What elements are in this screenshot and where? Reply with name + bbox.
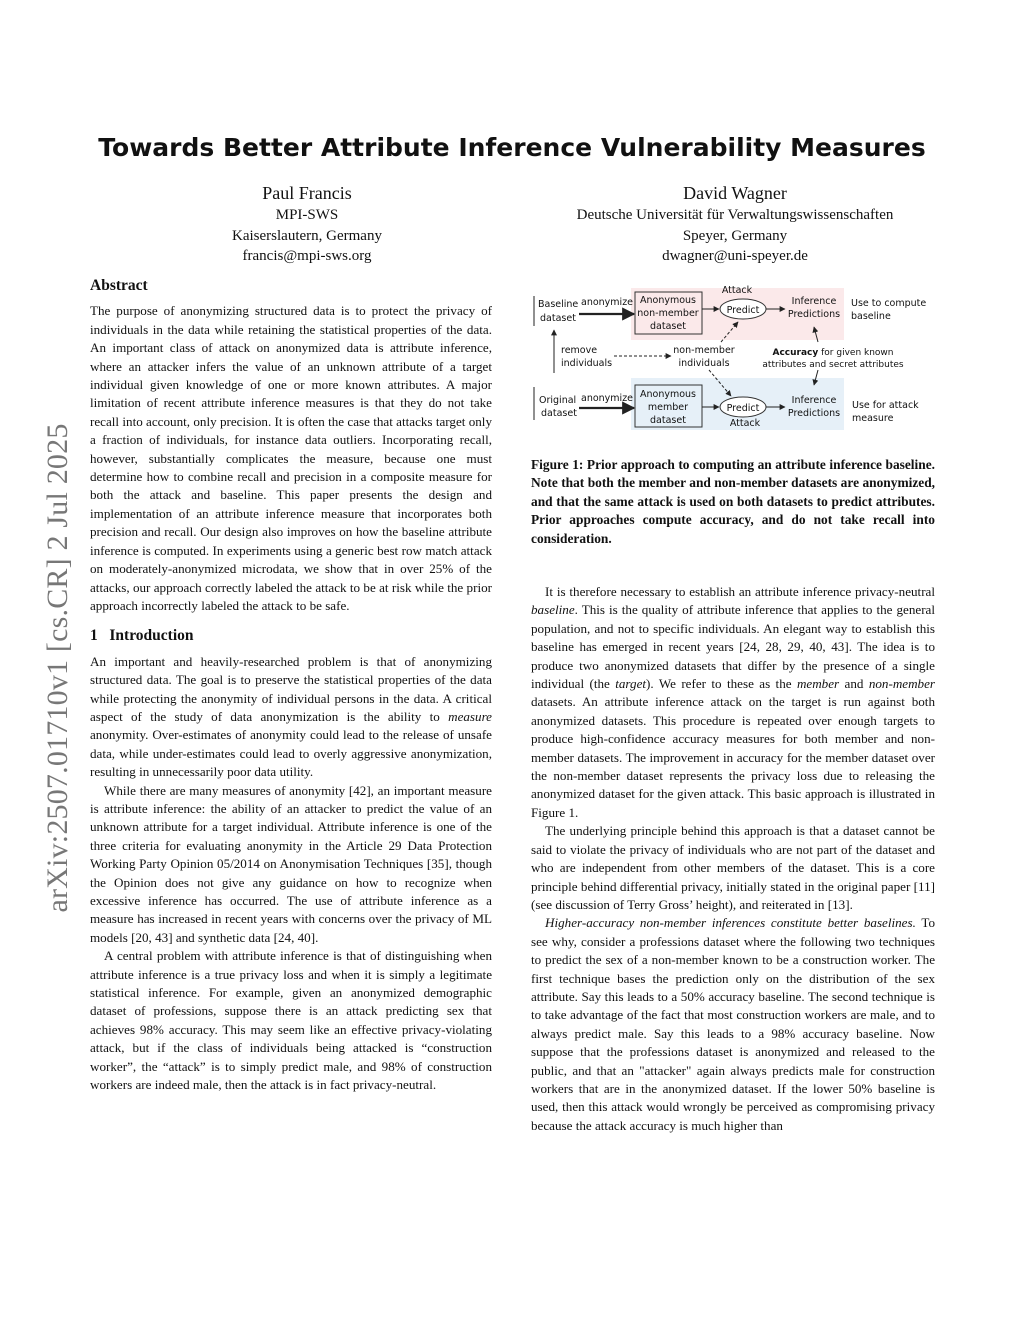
- accuracy-label: [773, 348, 894, 358]
- text-run: anonymity. Over-estimates of anonymity could lead to the release of unsafe data, while under-estimates could lead to overly aggressive anonymization, resulting in unnecessarily poor data utility.: [90, 727, 492, 780]
- intro-paragraph-2: While there are many measures of anonymity [42], an important measure is attribute inference: the ability of an attacker to predict the value of an unknown attribute for a target individual. Attribute inference is one of the three criteria for evaluating anonymity in the Article 29 Data Protection Working Party Opinion 05/2014 on Anonymisation Techniques [35], though the Opinion does not give any guidance on how to recognize when excessive inference has occurred. The use of attribute inference as a measure has increased in recent years with concerns over the privacy of ML models [20, 43] and synthetic data [24, 40].: [90, 782, 492, 945]
- section-number: 1: [90, 627, 98, 645]
- original-dataset-label: Original: [539, 395, 577, 406]
- author-affiliation: MPI-SWS: [275, 207, 339, 223]
- nonmember-individuals-label-2: individuals: [678, 358, 730, 369]
- emphasis: non-member: [868, 676, 935, 692]
- introduction-heading: [90, 627, 492, 645]
- use-compute-label-2: baseline: [851, 311, 891, 322]
- text-run: ). We refer to these as the: [646, 676, 797, 692]
- author-email[interactable]: francis@mpi-sws.org: [242, 248, 372, 264]
- anonymize-label-top: anonymize: [581, 297, 634, 308]
- body-paragraph-1: [531, 583, 935, 822]
- attack-label-top: Attack: [721, 285, 753, 296]
- anon-nonmember-label: Anonymous: [639, 295, 697, 306]
- author-affiliation: Deutsche Universität für Verwaltungswissenschaften: [576, 207, 894, 223]
- author-name: David Wagner: [683, 183, 787, 203]
- anonymize-label-bottom: anonymize: [581, 393, 634, 404]
- arxiv-identifier[interactable]: arXiv:2507.01710v1 [cs.CR] 2 Jul 2025: [41, 423, 74, 913]
- predict-label-top: Predict: [726, 305, 760, 316]
- original-dataset-label-2: dataset: [541, 408, 577, 419]
- use-attack-label-2: measure: [852, 413, 894, 424]
- author-email[interactable]: dwagner@uni-speyer.de: [662, 248, 808, 264]
- emphasis: Higher-accuracy non-member inferences constitute better baselines.: [545, 915, 916, 931]
- abstract-heading: Abstract: [90, 277, 148, 294]
- remove-label: remove: [561, 345, 598, 356]
- remove-label-2: individuals: [561, 358, 613, 369]
- author-block-2: [515, 182, 955, 267]
- section-title: Introduction: [109, 627, 194, 645]
- text-run: It is therefore necessary to establish an attribute inference privacy-neutral: [545, 584, 935, 599]
- accuracy-label-2: attributes and secret attributes: [762, 360, 904, 370]
- author-block-1: [117, 182, 497, 267]
- use-attack-label: Use for attack: [852, 400, 919, 411]
- text-run: datasets. An attribute inference attack on the target is run against both anonymized datasets. This procedure is repeated over enough targets to produce high-confidence accuracy measures for both member and non-member datasets. The improvement in accuracy for the member dataset over the non-member dataset represents the privacy loss due to releasing the anonymized dataset for the given attack. This basic approach is illustrated in Figure 1.: [531, 694, 935, 820]
- intro-paragraph-1: [90, 653, 492, 782]
- left-column: [90, 277, 492, 1094]
- figure-svg: [531, 282, 935, 432]
- inference-label-top: Inference: [791, 296, 837, 307]
- figure-caption: Figure 1: Prior approach to computing an attribute inference baseline. Note that both the member and non-member datasets are anonymized, and that the same attack is used on both datasets to predict attributes. Prior approaches compute accuracy, and do not take recall into consideration.: [531, 457, 935, 546]
- text-run: . This is the quality of attribute inference that applies to the general population, and not to specific individuals. An elegant way to establish this baseline has emerged in recent years [24, 28, 29, 40, 43]. The idea is to produce two anonymized datasets that differ by the presence of a single individual (the: [531, 602, 935, 692]
- predictions-label-top: Predictions: [787, 309, 841, 320]
- author-name: Paul Francis: [262, 183, 352, 203]
- right-column: [531, 583, 935, 1135]
- anon-member-label-3: dataset: [650, 415, 686, 426]
- text-run: An important and heavily-researched problem is that of anonymizing structured data. The goal is to preserve the statistical properties of the data while protecting the anonymity of individual persons in the data. A critical aspect of the study of data anonymization is the ability to: [90, 653, 492, 724]
- body-paragraph-2: The underlying principle behind this approach is that a dataset cannot be said to violate the privacy of individuals who are not part of the dataset and who are independent from other members of the dataset. This is a core principle behind differential privacy, initially stated in the original paper [11] (see discussion of Terry Gross’ height), and reiterated in [13].: [531, 823, 935, 912]
- anon-nonmember-label-2: non-member: [637, 308, 699, 319]
- predictions-label-bottom: Predictions: [787, 408, 841, 419]
- attack-label-bottom: Attack: [729, 418, 761, 429]
- anon-nonmember-label-3: dataset: [650, 321, 686, 332]
- text-run: and: [839, 676, 869, 692]
- author-location: Speyer, Germany: [682, 227, 788, 244]
- baseline-dataset-label: Baseline: [538, 299, 579, 310]
- author-location: Kaiserslautern, Germany: [232, 227, 382, 244]
- anon-member-label: Anonymous: [639, 389, 697, 400]
- emphasis: measure: [448, 708, 492, 724]
- emphasis: target: [615, 676, 647, 692]
- emphasis: baseline: [531, 602, 575, 618]
- text-run: To see why, consider a professions dataset where the following two techniques to predict the sex of a non-member known to be a construction worker. The first technique bases the prediction only on the distribution of the sex attribute. Say this leads to a 50% accuracy baseline. The second technique is to take advantage of the fact that most construction workers are male, and to always predict male. Say this leads to a 98% accuracy baseline. Now suppose that the professions dataset is anonymized and released to the public, and that an "attacker" again always predicts male for construction workers that are in the anonymized dataset. If the lower 50% baseline is used, then this attack would wrongly be perceived as compromising privacy because the attack accuracy is much higher than: [531, 915, 935, 1133]
- paper-title: Towards Better Attribute Inference Vulnerability Measures: [98, 133, 926, 162]
- inference-label-bottom: Inference: [791, 395, 837, 406]
- predict-label-bottom: Predict: [726, 403, 760, 414]
- accuracy-rest: for given known: [818, 348, 894, 358]
- abstract-text: The purpose of anonymizing structured data is to protect the privacy of individuals in the data while retaining the statistical properties of the data. An important class of attack on anonymized data is attribute inference, where an attacker infers the value of an unknown attribute of a target individual given knowledge of one or more known attributes. A major limitation of recent attribute inference measures is that they do not take recall into account, only precision. It is often the case that attacks target only a fraction of individuals, for instance data outliers. Incorporating recall, however, substantially complicates the measure, because one must determine how to combine recall and precision in a composite measure for both the attack and baseline. This paper presents the design and implementation of an attribute inference measure that incorporates both precision and recall. Our design also improves on how the baseline attribute inference is computed. In experiments using a generic best row match attack on moderately-anonymized microdata, we show that in over 25% of the attacks, our approach correctly labeled the attack to be at risk while the prior approach incorrectly labeled the attack to be safe.: [90, 303, 492, 613]
- accuracy-bold: Accuracy: [772, 348, 819, 358]
- emphasis: member: [796, 676, 840, 692]
- anon-member-label-2: member: [647, 402, 689, 413]
- body-paragraph-3: [531, 914, 935, 1135]
- baseline-dataset-label-2: dataset: [540, 313, 576, 324]
- intro-paragraph-3: A central problem with attribute inference is that of distinguishing when attribute inference is a true privacy loss and when it is simply a legitimate statistical inference. For example, given an anonymized demographic dataset of professions, suppose there is an attack predicting sex that achieves 98% accuracy. This may seem like an effective privacy-violating attack, but if the class of individuals being attacked is “construction worker”, the “attack” is to simply predict male, and 98% of construction workers are indeed male, then the attack is in fact privacy-neutral.: [90, 948, 492, 1093]
- nonmember-individuals-label: non-member: [673, 345, 735, 356]
- use-compute-label: Use to compute: [851, 298, 927, 309]
- figure-1-diagram: [531, 282, 935, 432]
